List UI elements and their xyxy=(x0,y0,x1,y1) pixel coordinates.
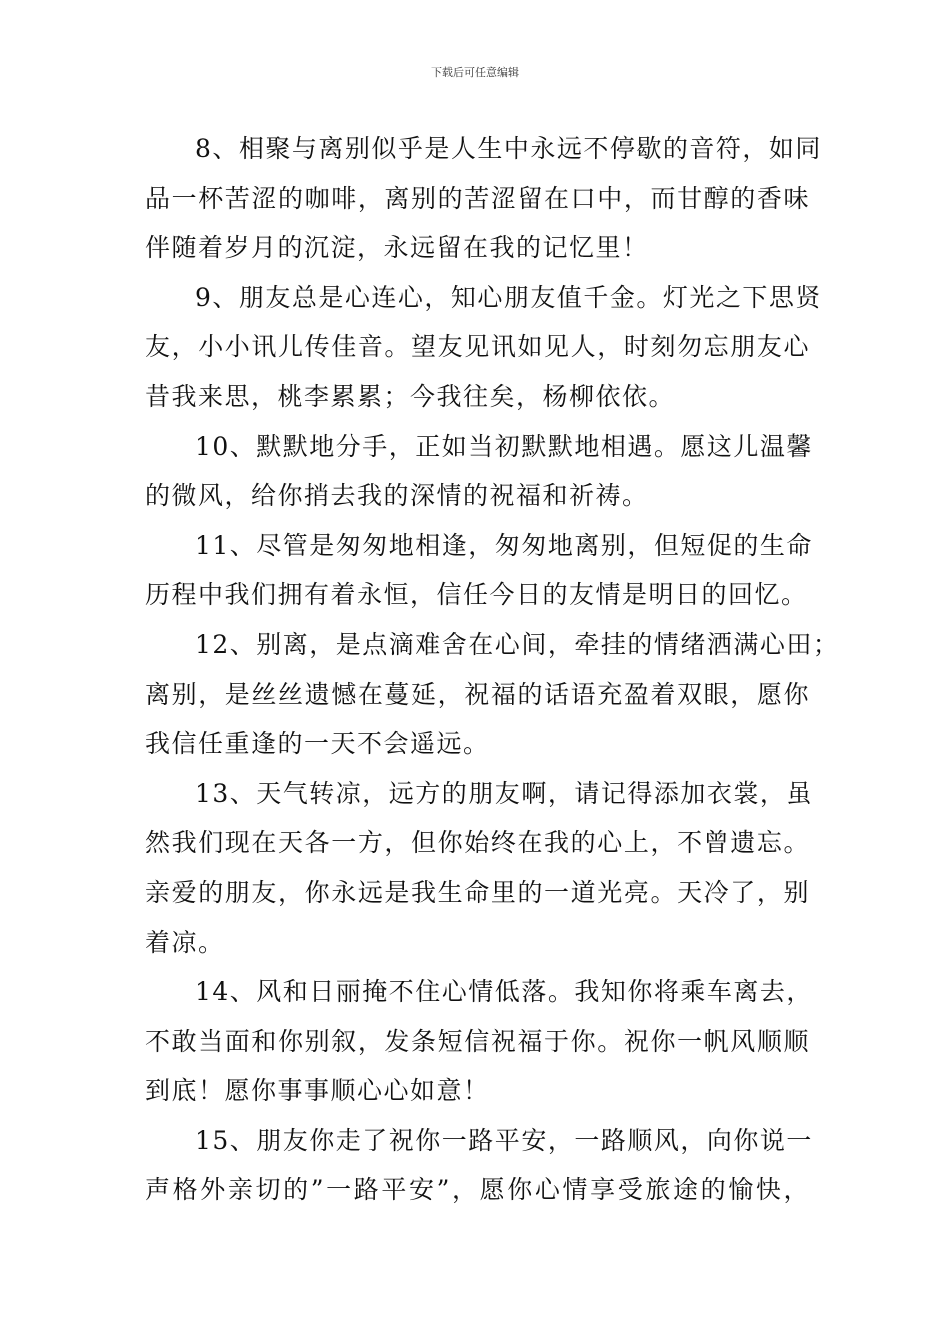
text-line: 15、朋友你走了祝你一路平安，一路顺风，向你说一 xyxy=(195,1125,813,1155)
text-line: 品一杯苦涩的咖啡，离别的苦涩留在口中，而甘醇的香味 xyxy=(145,183,810,213)
text-line: 离别，是丝丝遗憾在蔓延，祝福的话语充盈着双眼，愿你 xyxy=(145,679,810,709)
text-line: 10、默默地分手，正如当初默默地相遇。愿这儿温馨 xyxy=(195,431,813,461)
document-body xyxy=(145,124,840,1215)
text-line: 昔我来思，桃李累累；今我往矣，杨柳依依。 xyxy=(145,381,676,411)
text-line: 11、尽管是匆匆地相逢，匆匆地离别，但短促的生命 xyxy=(195,530,813,560)
text-line: 伴随着岁月的沉淀，永远留在我的记忆里！ xyxy=(145,233,649,263)
paragraph-8 xyxy=(145,124,822,273)
paragraph-9 xyxy=(145,273,822,422)
paragraph-14 xyxy=(145,967,813,1116)
text-line: 9、朋友总是心连心，知心朋友值千金。灯光之下思贤 xyxy=(195,282,822,312)
text-line: 到底！愿你事事顺心心如意！ xyxy=(145,1076,490,1106)
text-line: 着凉。 xyxy=(145,927,225,957)
text-line: 13、天气转凉，远方的朋友啊，请记得添加衣裳，虽 xyxy=(195,778,813,808)
text-line: 我信任重逢的一天不会遥远。 xyxy=(145,729,490,759)
text-line: 声格外亲切的”一路平安”，愿你心情享受旅途的愉快， xyxy=(145,1175,810,1205)
text-line: 12、别离，是点滴难舍在心间，牵挂的情绪洒满心田； xyxy=(195,629,840,659)
paragraph-11 xyxy=(145,521,813,620)
text-line: 14、风和日丽掩不住心情低落。我知你将乘车离去， xyxy=(195,977,813,1007)
paragraph-15 xyxy=(145,1116,813,1215)
text-line: 然我们现在天各一方，但你始终在我的心上，不曾遗忘。 xyxy=(145,828,810,858)
text-line: 的微风，给你捎去我的深情的祝福和祈祷。 xyxy=(145,481,649,511)
paragraph-12 xyxy=(145,620,840,769)
text-line: 友，小小讯儿传佳音。望友见讯如见人，时刻勿忘朋友心 xyxy=(145,332,810,362)
text-line: 不敢当面和你别叙，发条短信祝福于你。祝你一帆风顺顺 xyxy=(145,1026,810,1056)
paragraph-13 xyxy=(145,769,813,967)
page-header-note: 下载后可任意编辑 xyxy=(431,66,519,79)
text-line: 8、相聚与离别似乎是人生中永远不停歇的音符，如同 xyxy=(195,134,822,163)
paragraph-10 xyxy=(145,422,813,521)
text-line: 历程中我们拥有着永恒，信任今日的友情是明日的回忆。 xyxy=(145,580,808,610)
text-line: 亲爱的朋友，你永远是我生命里的一道光亮。天冷了，别 xyxy=(145,877,810,907)
